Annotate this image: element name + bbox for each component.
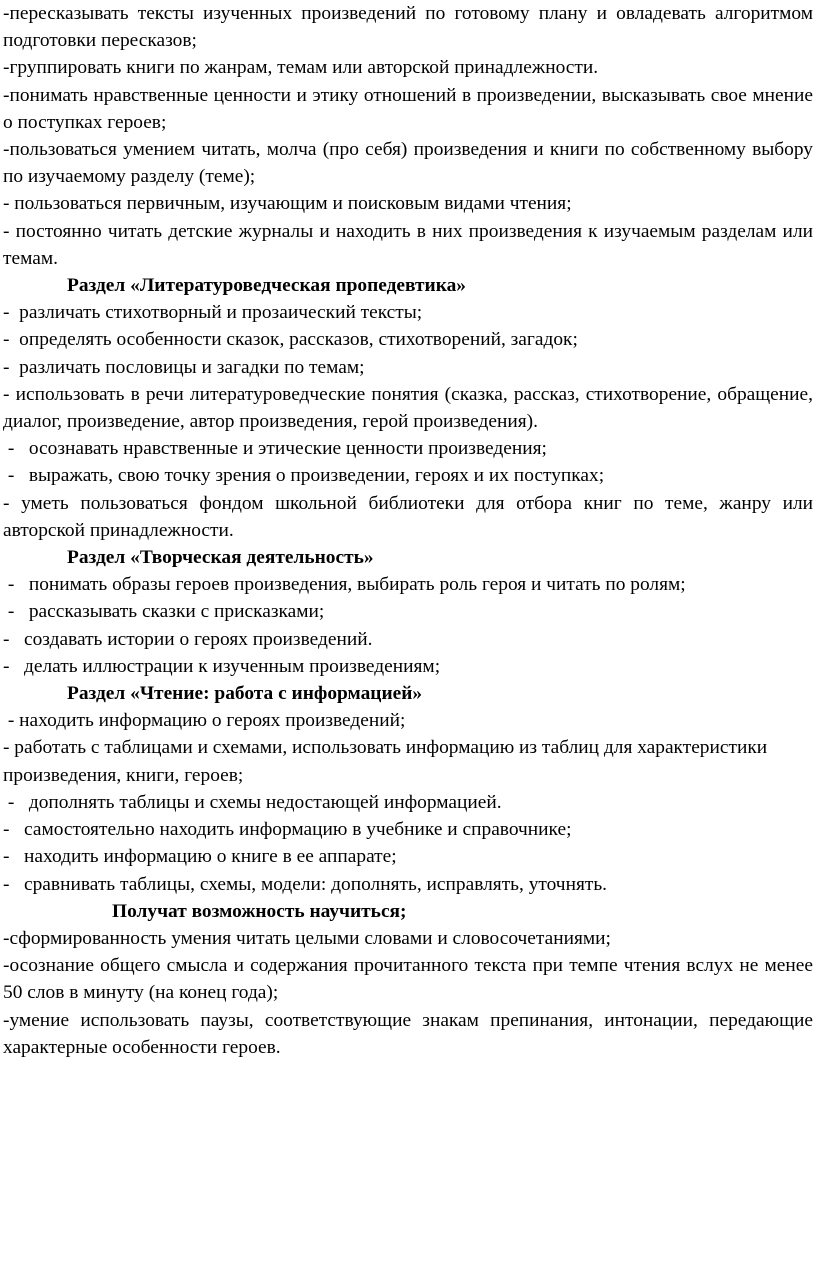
intro-item: -пользоваться умением читать, молча (про себя) произведения и книги по собственному выбору по изучаемому разделу (теме); (3, 139, 813, 188)
list-item: - работать с таблицами и схемами, использовать информацию из таблиц для характеристики произведения, книги, героев; (3, 737, 768, 786)
list-item: - понимать образы героев произведения, выбирать роль героя и читать по ролям; (3, 574, 686, 596)
intro-item: -пересказывать тексты изученных произведений по готовому плану и овладевать алгоритмом подготовки пересказов; (3, 3, 813, 52)
list-item: - находить информацию о героях произведений; (3, 710, 406, 732)
list-item: -умение использовать паузы, соответствующие знакам препинания, интонации, передающие характерные особенности героев. (3, 1009, 813, 1058)
list-item: - сравнивать таблицы, схемы, модели: дополнять, исправлять, уточнять. (3, 873, 608, 895)
list-item: - делать иллюстрации к изученным произведениям; (3, 655, 441, 677)
list-item: - находить информацию о книге в ее аппарате; (3, 846, 397, 868)
list-item: -осознание общего смысла и содержания прочитанного текста при темпе чтения вслух не менее 50 слов в минуту (на конец года); (3, 955, 813, 1004)
intro-item: - постоянно читать детские журналы и находить в них произведения к изучаемым разделам или темам. (3, 220, 813, 269)
list-item: -сформированность умения читать целыми словами и словосочетаниями; (3, 927, 611, 949)
list-item: - рассказывать сказки с присказками; (3, 601, 325, 623)
list-item: - самостоятельно находить информацию в учебнике и справочнике; (3, 819, 572, 841)
section-heading-opportunities: Получат возможность научиться; (112, 900, 407, 922)
list-item: - осознавать нравственные и этические ценности произведения; (3, 438, 547, 460)
list-item: - различать пословицы и загадки по темам; (3, 356, 365, 378)
section-heading-creative: Раздел «Творческая деятельность» (67, 547, 374, 569)
list-item: - уметь пользоваться фондом школьной библиотеки для отбора книг по теме, жанру или авторской принадлежности. (3, 492, 813, 541)
intro-item: -группировать книги по жанрам, темам или авторской принадлежности. (3, 57, 599, 79)
list-item: - дополнять таблицы и схемы недостающей информацией. (3, 791, 502, 813)
section-heading-propaedeutics: Раздел «Литературоведческая пропедевтика» (67, 275, 466, 297)
list-item: - определять особенности сказок, рассказов, стихотворений, загадок; (3, 329, 578, 351)
list-item: - использовать в речи литературоведческие понятия (сказка, рассказ, стихотворение, обращение, диалог, произведение, автор произведения, герой произведения). (3, 383, 813, 433)
list-item: - выражать, свою точку зрения о произведении, героях и их поступках; (3, 465, 605, 487)
section-heading-information: Раздел «Чтение: работа с информацией» (67, 683, 423, 705)
list-item: - создавать истории о героях произведений. (3, 628, 373, 650)
intro-item: -понимать нравственные ценности и этику отношений в произведении, высказывать свое мнение о поступках героев; (3, 84, 813, 133)
list-item: - различать стихотворный и прозаический тексты; (3, 302, 423, 324)
document-body (3, 0, 813, 1061)
intro-item: - пользоваться первичным, изучающим и поисковым видами чтения; (3, 193, 572, 215)
